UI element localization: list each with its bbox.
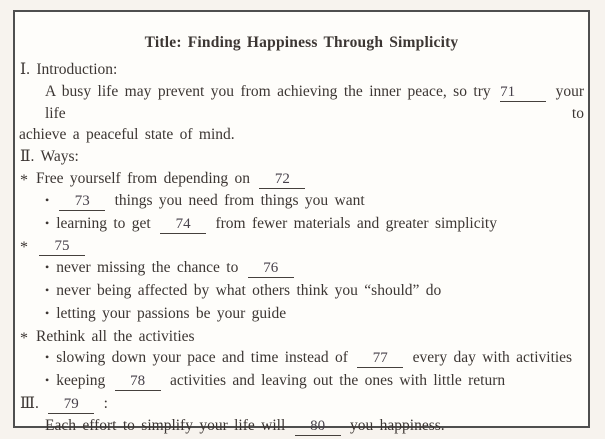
outline-line: [19, 124, 584, 146]
blank-77: 77: [357, 351, 403, 368]
blank-78: 78: [115, 374, 161, 391]
asterisk-marker: *: [20, 171, 28, 189]
outline-line: [19, 59, 584, 81]
outline-line: [19, 235, 584, 257]
blank-80: 80: [295, 419, 341, 436]
bullet-marker: •: [45, 215, 50, 230]
text-segment: Rethink all the activities: [36, 327, 195, 345]
blank-79: 79: [48, 397, 94, 414]
outline-line: [19, 326, 584, 348]
outline-line: [19, 370, 584, 393]
text-segment: keeping: [56, 372, 112, 390]
bullet-marker: •: [45, 373, 50, 388]
asterisk-marker: *: [20, 239, 28, 257]
outline-line: [19, 213, 584, 236]
document-body: [15, 59, 588, 437]
text-segment: activities and leaving out the ones with little return: [163, 372, 506, 390]
document-title: Title: Finding Happiness Through Simplicity: [144, 34, 459, 51]
bullet-marker: •: [45, 350, 50, 365]
outline-line: [19, 347, 584, 370]
text-segment: learning to get: [56, 214, 158, 232]
text-segment: Ⅰ. Introduction:: [20, 61, 118, 78]
text-segment: achieve a peaceful state of mind.: [19, 126, 235, 144]
blank-76: 76: [248, 261, 294, 278]
text-segment: :: [97, 394, 108, 412]
outline-line: [19, 168, 584, 190]
text-segment: never being affected by what others think you “should” do: [56, 281, 442, 299]
outline-line: [19, 257, 584, 280]
text-segment: A busy life may prevent you from achieving the inner peace, so try: [45, 82, 498, 100]
text-segment: Ⅱ. Ways:: [20, 148, 79, 166]
bullet-marker: •: [45, 305, 50, 320]
bullet-marker: •: [45, 282, 50, 297]
text-segment: every day with activities: [406, 349, 573, 367]
text-segment: slowing down your pace and time instead of: [56, 349, 355, 367]
blank-74: 74: [160, 217, 206, 234]
blank-71: 71: [500, 85, 546, 102]
outline-line: [19, 280, 584, 303]
text-segment: Free yourself from depending on: [36, 169, 257, 187]
asterisk-marker: *: [20, 329, 28, 347]
blank-72: 72: [259, 172, 305, 189]
text-segment: Each effort to simplify your life will: [45, 416, 292, 434]
outline-line: [19, 393, 584, 415]
outline-line: [19, 303, 584, 326]
outline-line: [19, 81, 584, 125]
blank-75: 75: [39, 239, 85, 256]
text-segment: things you need from things you want: [108, 191, 365, 209]
text-segment: Ⅲ.: [20, 394, 46, 412]
blank-73: 73: [59, 194, 105, 211]
outline-box: [13, 10, 590, 434]
text-segment: you happiness.: [343, 416, 445, 434]
bullet-marker: •: [45, 260, 50, 275]
outline-line: [19, 415, 584, 437]
text-segment: from fewer materials and greater simplicity: [209, 214, 497, 232]
text-segment: your life to: [45, 82, 584, 122]
bullet-marker: •: [45, 192, 50, 207]
outline-line: [19, 146, 584, 168]
outline-line: [19, 190, 584, 213]
text-segment: letting your passions be your guide: [56, 304, 287, 322]
text-segment: never missing the chance to: [56, 259, 245, 277]
